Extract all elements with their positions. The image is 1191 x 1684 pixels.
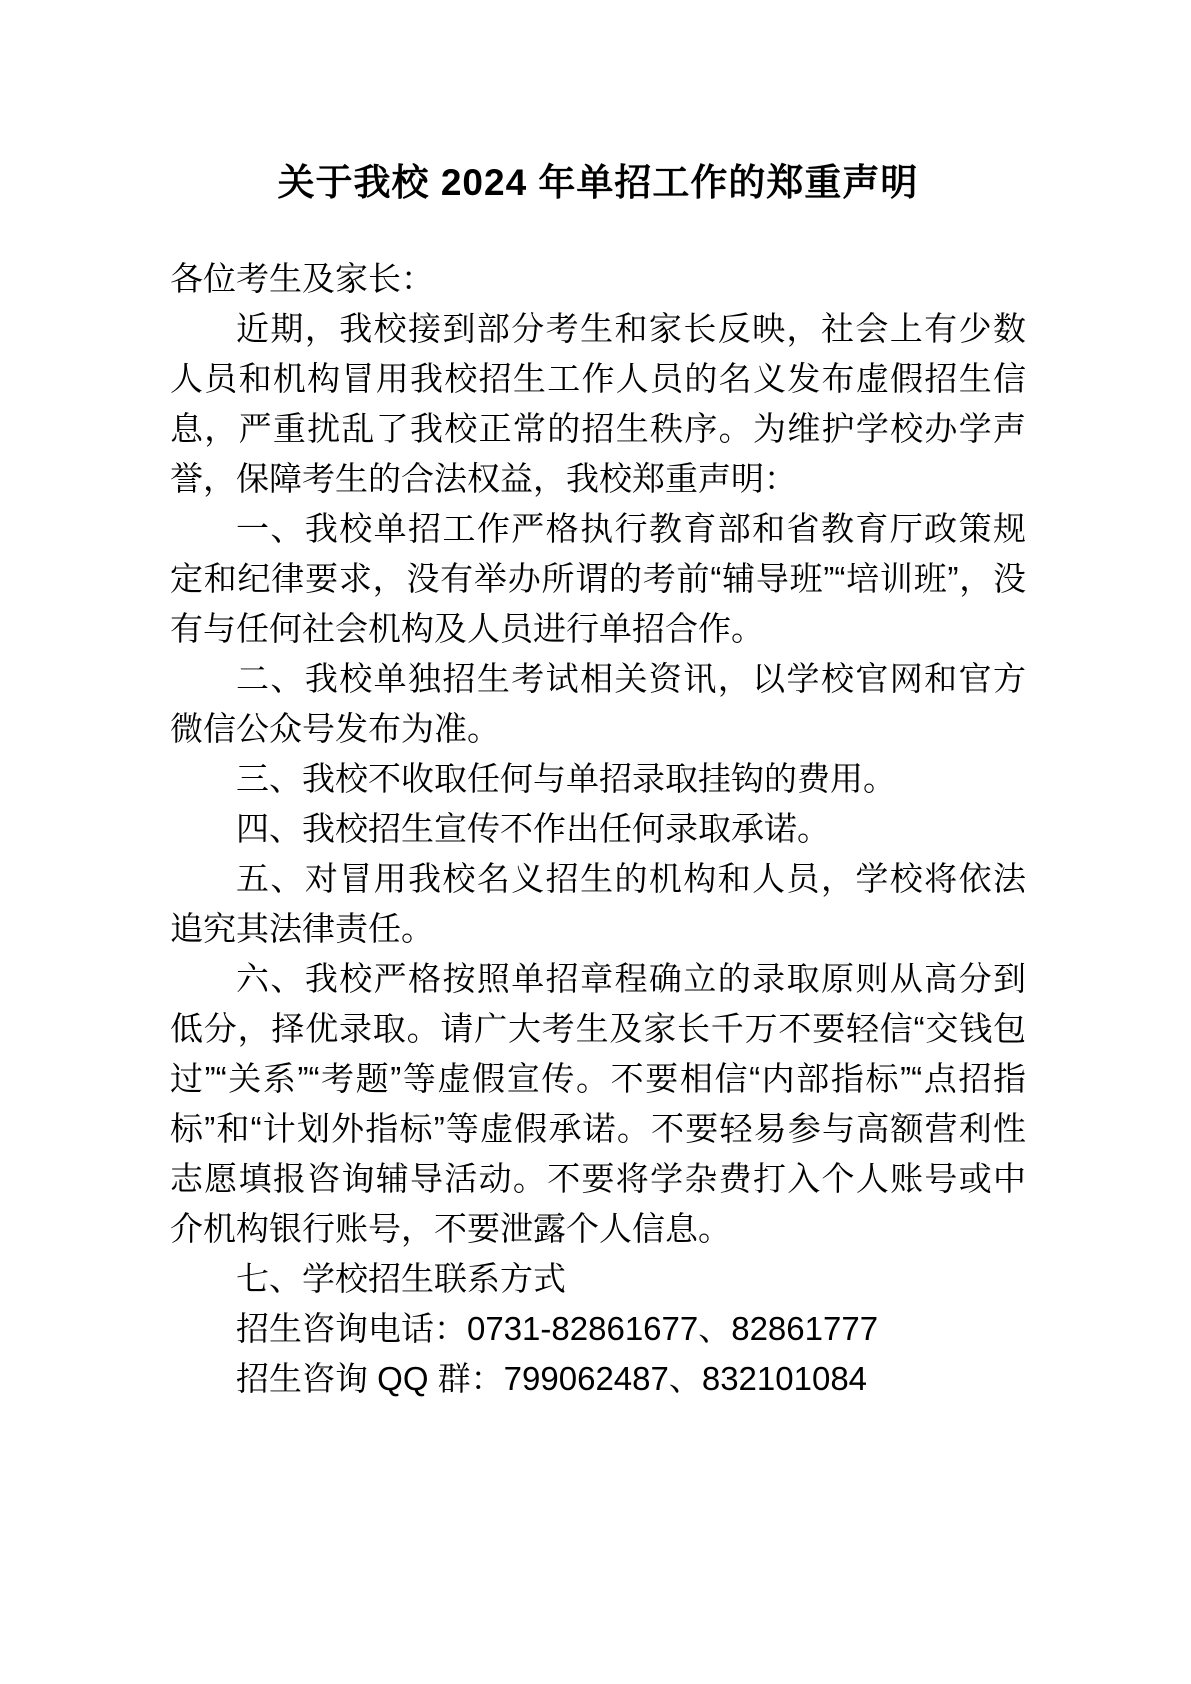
- document-title: 关于我校 2024 年单招工作的郑重声明: [277, 162, 919, 203]
- paragraph-clause-7-contact-heading: 七、学校招生联系方式: [236, 1260, 566, 1297]
- paragraph-intro: 近期，我校接到部分考生和家长反映，社会上有少数人员和机构冒用我校招生工作人员的名义发布虚假招生信息，严重扰乱了我校正常的招生秩序。为维护学校办学声誉，保障考生的合法权益，我校郑重声明：: [170, 310, 1026, 497]
- paragraph-clause-4: 四、我校招生宣传不作出任何录取承诺。: [236, 810, 830, 847]
- paragraph-clause-1: 一、我校单招工作严格执行教育部和省教育厅政策规定和纪律要求，没有举办所谓的考前“辅导班”“培训班”，没有与任何社会机构及人员进行单招合作。: [170, 510, 1026, 647]
- paragraph-clause-3: 三、我校不收取任何与单招录取挂钩的费用。: [236, 760, 896, 797]
- salutation-line: 各位考生及家长：: [170, 260, 434, 297]
- contact-phone-line: 招生咨询电话：0731-82861677、82861777: [236, 1310, 879, 1347]
- paragraph-clause-2: 二、我校单独招生考试相关资讯，以学校官网和官方微信公众号发布为准。: [170, 660, 1026, 747]
- contact-qq-line: 招生咨询 QQ 群：799062487、832101084: [236, 1360, 868, 1397]
- paragraph-clause-6: 六、我校严格按照单招章程确立的录取原则从高分到低分，择优录取。请广大考生及家长千万不要轻信“交钱包过”“关系”“考题”等虚假宣传。不要相信“内部指标”“点招指标”和“计划外指标”等虚假承诺。不要轻易参与高额营利性志愿填报咨询辅导活动。不要将学杂费打入个人账号或中介机构银行账号，不要泄露个人信息。: [170, 960, 1026, 1247]
- paragraph-clause-5: 五、对冒用我校名义招生的机构和人员，学校将依法追究其法律责任。: [170, 860, 1026, 947]
- document-content: [170, 158, 1026, 1404]
